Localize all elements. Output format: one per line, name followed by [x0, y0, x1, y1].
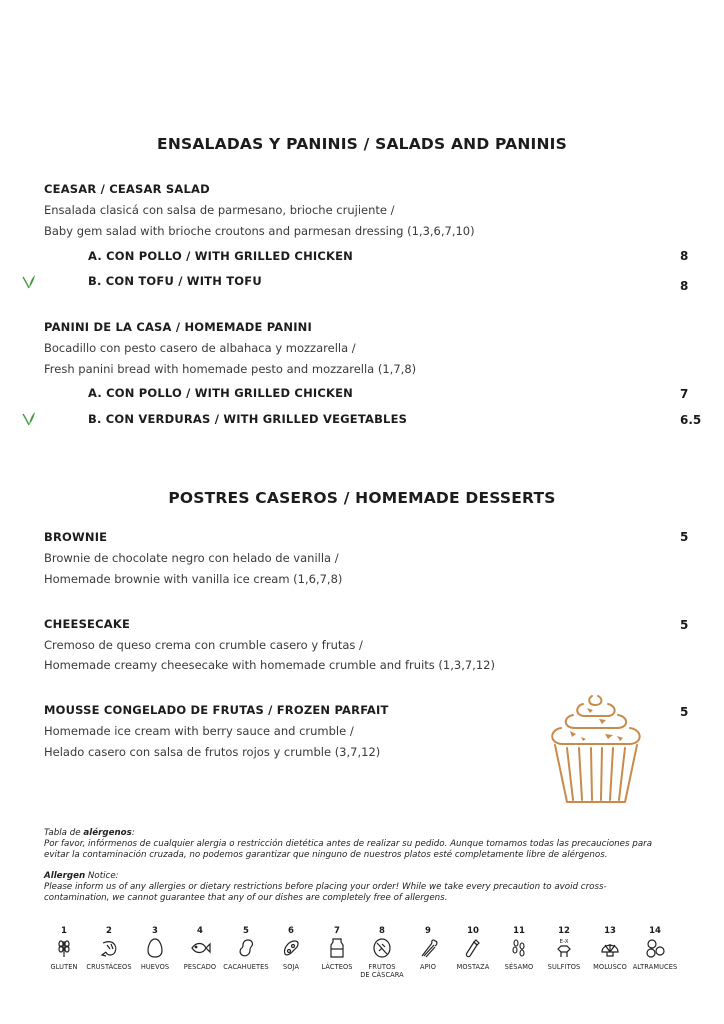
vegan-leaf-icon [22, 410, 36, 426]
allergen-label: MOSTAZA [456, 963, 490, 971]
notice-en-bold: Allergen [44, 871, 86, 881]
allergen-number: 3 [152, 926, 158, 936]
dish-price: 6.5 [680, 413, 702, 427]
dish-desc-es: Brownie de chocolate negro con helado de vanilla / [44, 551, 339, 565]
allergen-item [177, 926, 223, 971]
peanut-icon [235, 937, 257, 959]
notice-es-suffix: : [131, 828, 135, 838]
dish-desc-es: Helado casero con salsa de frutos rojos y crumble (3,7,12) [44, 745, 381, 759]
dish-name-cheesecake: CHEESECAKE [44, 617, 131, 631]
dish-desc-en: Baby gem salad with brioche croutons and parmesan dressing (1,3,6,7,10) [44, 224, 475, 238]
nut-icon [371, 937, 393, 959]
allergen-label: FRUTOS [368, 963, 396, 971]
dish-desc-es: Bocadillo con pesto casero de albahaca y mozzarella / [44, 341, 356, 355]
wheat-icon [53, 937, 75, 959]
cupcake-illustration [545, 690, 645, 810]
notice-es-line: evitar la contaminación cruzada, no podemos garantizar que ninguno de nuestros platos esté completamente libre de alérgenos. [44, 850, 608, 860]
allergen-number: 10 [467, 926, 479, 936]
dish-option: A. CON POLLO / WITH GRILLED CHICKEN [88, 249, 354, 263]
allergen-number: 9 [425, 926, 431, 936]
allergen-label: SULFITOS [547, 963, 581, 971]
dish-desc-en: Homemade creamy cheesecake with homemade crumble and fruits (1,3,7,12) [44, 658, 495, 672]
dish-price: 5 [680, 705, 689, 719]
allergen-item [86, 926, 132, 971]
allergen-label: MOLUSCO [593, 963, 627, 971]
allergen-label: HUEVOS [140, 963, 170, 971]
dish-option: B. CON TOFU / WITH TOFU [88, 274, 262, 288]
egg-icon [144, 937, 166, 959]
notice-es-bold: alérgenos [83, 828, 132, 838]
dish-price: 5 [680, 618, 689, 632]
notice-en-suffix: Notice: [85, 871, 119, 881]
allergen-item [359, 926, 405, 979]
shrimp-icon [98, 937, 120, 959]
lupin-icon [644, 937, 666, 959]
dish-option: B. CON VERDURAS / WITH GRILLED VEGETABLES [88, 412, 408, 426]
allergen-label: GLUTEN [50, 963, 78, 971]
dish-desc-es: Cremoso de queso crema con crumble casero y frutas / [44, 638, 363, 652]
dish-desc-es: Ensalada clasicá con salsa de parmesano, brioche crujiente / [44, 203, 395, 217]
dish-name-caesar: CEASAR / CEASAR SALAD [44, 182, 210, 196]
dish-price: 7 [680, 387, 689, 401]
dish-name-panini: PANINI DE LA CASA / HOMEMADE PANINI [44, 320, 312, 334]
allergen-legend [41, 926, 691, 986]
allergen-label: SOJA [282, 963, 300, 971]
sesame-icon [508, 937, 530, 959]
allergen-notice [44, 828, 694, 904]
allergen-number: 2 [106, 926, 112, 936]
section-title-salads: ENSALADAS Y PANINIS / SALADS AND PANINIS [157, 135, 567, 153]
dish-price: 8 [680, 249, 689, 263]
allergen-item [41, 926, 87, 971]
allergen-item [223, 926, 269, 971]
allergen-number: 13 [604, 926, 616, 936]
notice-en-line: Please inform us of any allergies or dietary restrictions before placing your order! While we take every precaution to avoid cross- [44, 882, 607, 892]
allergen-number: 7 [334, 926, 340, 936]
allergen-label: APIO [419, 963, 437, 971]
dish-option: A. CON POLLO / WITH GRILLED CHICKEN [88, 386, 354, 400]
allergen-label: CRUSTÁCEOS [86, 963, 132, 971]
sulphites-icon [553, 937, 575, 959]
allergen-number: 14 [649, 926, 661, 936]
allergen-label: CACAHUETES [223, 963, 269, 971]
dish-price: 8 [680, 279, 689, 293]
allergen-item [314, 926, 360, 971]
allergen-label: DE CÁSCARA [360, 971, 404, 979]
soy-icon [280, 937, 302, 959]
allergen-number: 8 [379, 926, 385, 936]
dish-desc-en: Fresh panini bread with homemade pesto and mozzarella (1,7,8) [44, 362, 417, 376]
dish-desc-en: Homemade brownie with vanilla ice cream (1,6,7,8) [44, 572, 343, 586]
dish-desc-en: Homemade ice cream with berry sauce and crumble / [44, 724, 354, 738]
allergen-item [541, 926, 587, 971]
allergen-item [632, 926, 678, 971]
celery-icon [417, 937, 439, 959]
allergen-number: 12 [558, 926, 570, 936]
notice-es-line: Por favor, infórmenos de cualquier alergia o restricción dietética antes de realizar su pedido. Aunque tomamos todas las precauciones para [44, 839, 653, 849]
allergen-item [405, 926, 451, 971]
allergen-item [268, 926, 314, 971]
allergen-item [587, 926, 633, 971]
notice-es-prefix: Tabla de [44, 828, 84, 838]
allergen-label: SÉSAMO [504, 963, 534, 971]
section-title-desserts: POSTRES CASEROS / HOMEMADE DESSERTS [168, 489, 556, 507]
fish-icon [189, 937, 211, 959]
allergen-item [450, 926, 496, 971]
allergen-number: 1 [61, 926, 67, 936]
sulphites-icon-text: E-X [559, 939, 569, 945]
allergen-number: 5 [243, 926, 249, 936]
allergen-label: PESCADO [183, 963, 217, 971]
allergen-number: 11 [513, 926, 525, 936]
dish-name-parfait: MOUSSE CONGELADO DE FRUTAS / FROZEN PARFAIT [44, 703, 389, 717]
vegan-leaf-icon [22, 273, 36, 289]
dish-name-brownie: BROWNIE [44, 530, 108, 544]
notice-en-line: contamination, we cannot guarantee that any of our dishes are completely free of allergens. [44, 893, 448, 903]
allergen-label: LÁCTEOS [321, 963, 353, 971]
allergen-item [496, 926, 542, 971]
dish-price: 5 [680, 530, 689, 544]
mustard-icon [462, 937, 484, 959]
allergen-label: ALTRAMUCES [632, 963, 678, 971]
allergen-item [132, 926, 178, 971]
allergen-number: 4 [197, 926, 203, 936]
mollusc-icon [599, 937, 621, 959]
milk-icon [326, 937, 348, 959]
allergen-number: 6 [288, 926, 294, 936]
